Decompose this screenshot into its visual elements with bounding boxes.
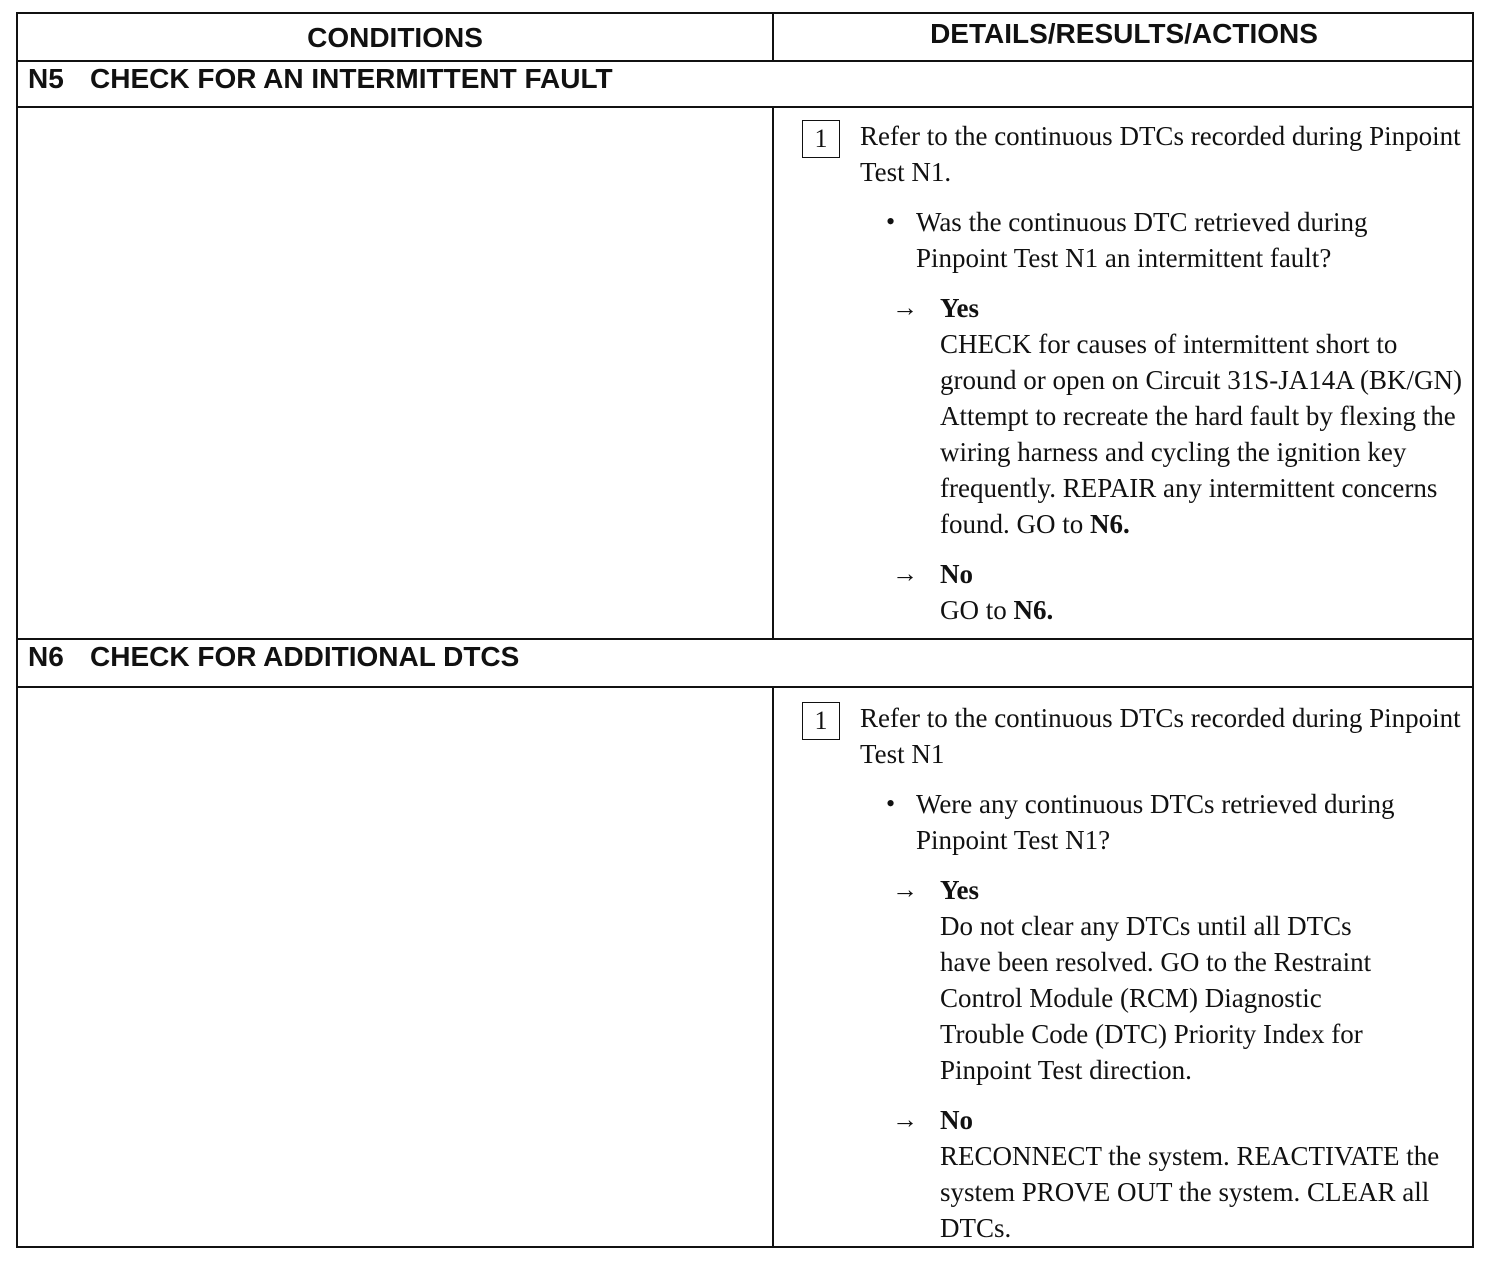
details-header: DETAILS/RESULTS/ACTIONS [930,18,1318,49]
result-yes [788,872,1472,1088]
result-text [940,326,1462,542]
section-id: N6 [28,641,64,672]
goto-step-link: N6. [1013,595,1054,625]
result-label: Yes [940,875,979,905]
details-cell-n5 [788,118,1472,628]
conditions-header: CONDITIONS [307,22,483,53]
step-text: Refer to the continuous DTCs recorded during Pinpoint Test N1. [860,121,1461,187]
result-text [940,592,1472,628]
result-body: GO to [940,595,1014,625]
question-text: Were any continuous DTCs retrieved during Pinpoint Test N1? [916,789,1395,855]
section-id: N5 [28,63,64,94]
bullet-icon: • [886,207,896,236]
question [788,204,1472,276]
question [788,786,1472,858]
result-text: Do not clear any DTCs until all DTCs have been resolved. GO to the Restraint Control Module (RCM) Diagnostic Trouble Code (DTC) Priority Index for Pinpoint Test direction. [940,911,1372,1085]
result-label: No [940,1105,973,1135]
bullet-icon: • [886,789,896,818]
details-cell-n6 [788,700,1472,1246]
step-number-box: 1 [802,702,840,740]
result-yes [788,290,1472,542]
section-title-n5 [28,62,613,96]
section-heading: CHECK FOR AN INTERMITTENT FAULT [90,63,613,94]
goto-step-link: N6. [1090,509,1130,539]
column-divider [772,686,774,1248]
section-heading: CHECK FOR ADDITIONAL DTCS [90,641,520,672]
row-divider [18,686,1472,688]
step [788,700,1472,772]
step-text: Refer to the continuous DTCs recorded during Pinpoint Test N1 [860,703,1461,769]
arrow-right-icon: → [892,559,918,588]
arrow-right-icon: → [892,293,918,322]
arrow-right-icon: → [892,875,918,904]
result-no [788,556,1472,628]
result-text: RECONNECT the system. REACTIVATE the system PROVE OUT the system. CLEAR all DTCs. [940,1141,1440,1243]
result-no [788,1102,1472,1246]
section-title-n6 [28,640,519,674]
result-label: Yes [940,293,979,323]
arrow-right-icon: → [892,1105,918,1134]
row-divider [18,106,1472,108]
question-text: Was the continuous DTC retrieved during Pinpoint Test N1 an intermittent fault? [916,207,1368,273]
step-number-box: 1 [802,120,840,158]
step [788,118,1472,190]
result-label: No [940,559,973,589]
diagnostic-table [16,12,1474,1248]
column-divider [772,106,774,638]
result-body: CHECK for causes of intermittent short to ground or open on Circuit 31S-JA14A (BK/GN) Attempt to recreate the hard fault by flexing the wiring harness and cycling the ignition key frequently. REPAIR any intermittent concerns found. GO to [940,329,1462,539]
